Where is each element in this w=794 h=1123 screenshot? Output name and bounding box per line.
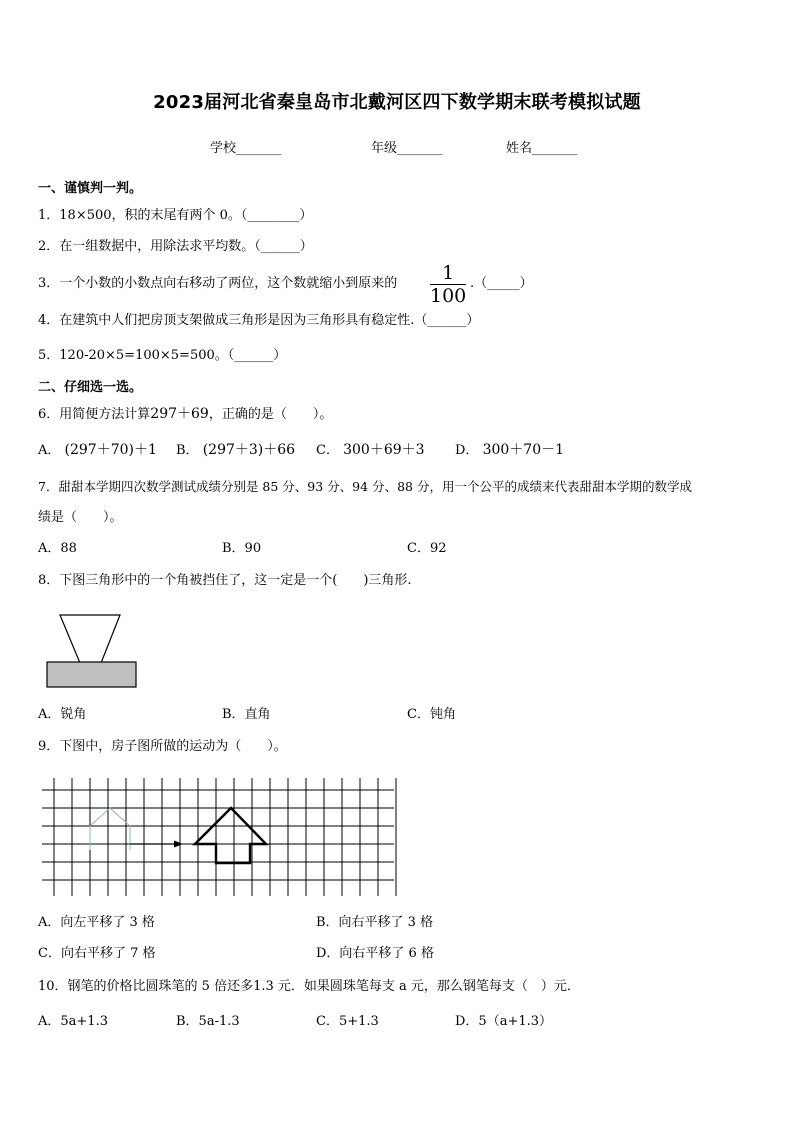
question-6-lead: 6．用简便方法计算 bbox=[38, 407, 151, 422]
question-8-stem: 8．下图三角形中的一个角被挡住了，这一定是一个( )三角形. bbox=[38, 573, 412, 588]
question-6-option-b bbox=[176, 442, 295, 459]
page-title: 2023届河北省秦皇岛市北戴河区四下数学期末联考模拟试题 bbox=[153, 92, 641, 113]
school-field: 学校_______ bbox=[210, 141, 282, 156]
question-5: 5．120-20×5=100×5=500。（______） bbox=[38, 348, 287, 363]
grade-field: 年级_______ bbox=[371, 141, 443, 156]
question-9-option-b: B．向右平移了 3 格 bbox=[316, 915, 434, 930]
option-b-expression: (297＋3)＋66 bbox=[202, 442, 296, 458]
question-7-line1: 7．甜甜本学期四次数学测试成绩分别是 85 分、93 分、94 分、88 分，用一个公平的成绩来代表甜甜本学期的数学成 bbox=[38, 479, 692, 494]
option-label: A． bbox=[38, 443, 61, 458]
option-label: B． bbox=[176, 443, 199, 458]
name-field: 姓名_______ bbox=[506, 141, 578, 156]
question-6-option-a bbox=[38, 442, 157, 459]
option-label: D． bbox=[455, 443, 479, 458]
question-6-stem bbox=[38, 406, 332, 423]
question-6-option-c bbox=[316, 442, 425, 459]
option-c-expression: 300＋69＋3 bbox=[343, 442, 425, 458]
section2-heading: 二、仔细选一选。 bbox=[38, 380, 143, 395]
question-9-option-d: D．向右平移了 6 格 bbox=[316, 946, 434, 961]
question-10-option-c: C．5+1.3 bbox=[316, 1014, 379, 1029]
fraction-denominator: 100 bbox=[430, 285, 467, 307]
grid-lines bbox=[42, 778, 396, 896]
covering-block bbox=[47, 662, 136, 687]
question-4: 4．在建筑中人们把房顶支架做成三角形是因为三角形具有稳定性.（______） bbox=[38, 313, 480, 328]
question-10-option-a: A．5a+1.3 bbox=[38, 1014, 108, 1029]
house-translation-grid bbox=[40, 776, 400, 900]
question-10-option-d: D．5（a+1.3） bbox=[455, 1014, 553, 1029]
question-8-option-c: C．钝角 bbox=[407, 707, 456, 722]
triangle-shape bbox=[60, 615, 120, 663]
question-8-option-a: A．锐角 bbox=[38, 707, 87, 722]
arrow-head bbox=[174, 841, 183, 848]
translated-house bbox=[195, 808, 266, 863]
question-2: 2．在一组数据中，用除法求平均数。（______） bbox=[38, 239, 313, 254]
option-a-expression: (297＋70)＋1 bbox=[64, 442, 157, 458]
question-3-blank: .（_____） bbox=[470, 276, 533, 291]
question-7-line2: 绩是（ ）。 bbox=[38, 510, 123, 525]
fraction-one-hundredth bbox=[430, 263, 466, 306]
question-6-expression: 297＋69 bbox=[150, 406, 209, 422]
fraction-numerator: 1 bbox=[442, 262, 455, 284]
question-9-stem: 9．下图中，房子图所做的运动为（ ）。 bbox=[38, 739, 287, 754]
question-3-text: 3．一个小数的小数点向右移动了两位，这个数就缩小到原来的 bbox=[38, 276, 398, 291]
option-d-expression: 300＋70－1 bbox=[482, 442, 565, 458]
question-7-option-b: B．90 bbox=[222, 541, 262, 556]
question-1: 1．18×500，积的末尾有两个 0。（________） bbox=[38, 208, 313, 223]
question-6-tail: ，正确的是（ ）。 bbox=[208, 407, 333, 422]
option-label: C． bbox=[316, 443, 339, 458]
question-9-option-a: A．向左平移了 3 格 bbox=[38, 915, 155, 930]
question-7-option-c: C．92 bbox=[407, 541, 447, 556]
covered-triangle-figure bbox=[44, 611, 140, 691]
question-7-option-a: A．88 bbox=[38, 541, 77, 556]
question-10-option-b: B．5a-1.3 bbox=[176, 1014, 240, 1029]
question-6-option-d bbox=[455, 442, 564, 459]
question-9-option-c: C．向右平移了 7 格 bbox=[38, 946, 156, 961]
question-8-option-b: B．直角 bbox=[222, 707, 271, 722]
question-10-stem: 10．钢笔的价格比圆珠笔的 5 倍还多1.3 元．如果圆珠笔每支 a 元，那么钢笔每支（ ）元． bbox=[38, 979, 580, 994]
section1-heading: 一、谨慎判一判。 bbox=[38, 181, 143, 196]
